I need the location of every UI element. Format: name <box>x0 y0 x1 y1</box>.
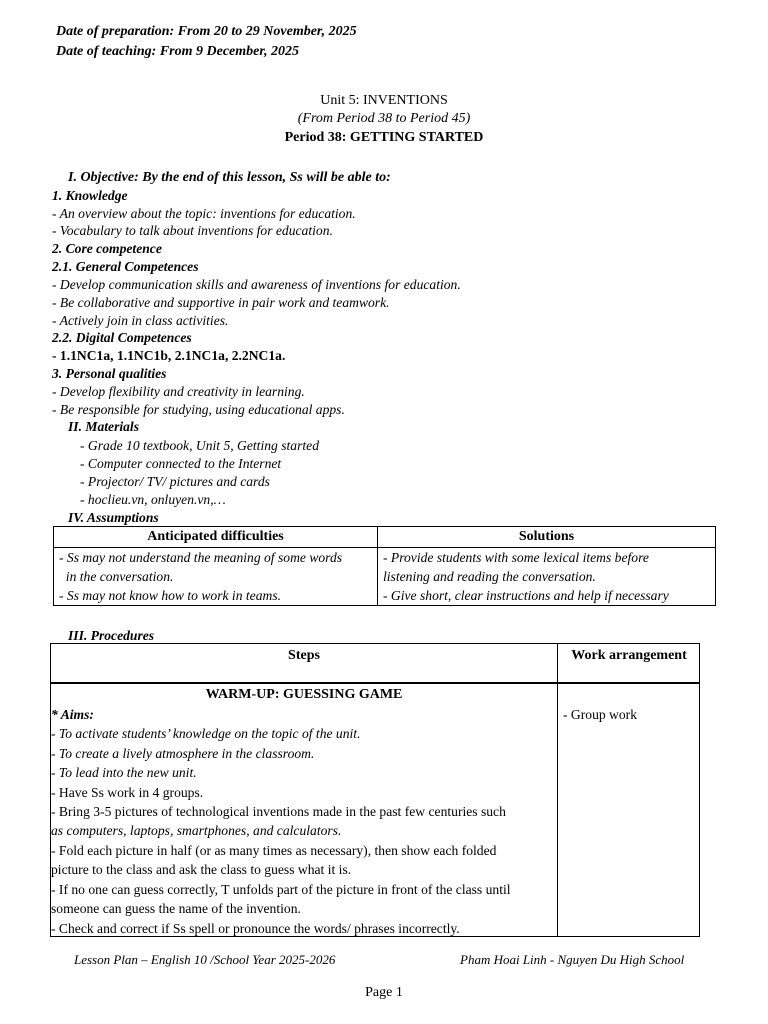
procedures-heading: III. Procedures <box>68 628 155 643</box>
material-item: - Computer connected to the Internet <box>80 456 282 471</box>
steps-header: Steps <box>288 648 320 663</box>
material-item: - Grade 10 textbook, Unit 5, Getting started <box>80 438 319 453</box>
step-line <box>51 821 341 841</box>
step-line: - Bring 3-5 pictures of technological inventions made in the past few centuries such <box>51 804 506 819</box>
solutions-header: Solutions <box>518 529 575 544</box>
assumptions-table <box>53 526 716 606</box>
warmup-title: WARM-UP: GUESSING GAME <box>205 687 403 702</box>
knowledge-item: - Vocabulary to talk about inventions for education. <box>52 223 333 238</box>
general-competence-item: - Be collaborative and supportive in pair work and teamwork. <box>52 295 390 310</box>
digital-competence-codes: - 1.1NC1a, 1.1NC1b, 2.1NC1a, 2.2NC1a. <box>52 348 286 363</box>
digital-competences-heading: 2.2. Digital Competences <box>52 330 192 345</box>
work-arrangement-value: - Group work <box>563 707 637 722</box>
difficulty-line: in the conversation. <box>59 569 174 584</box>
difficulties-header: Anticipated difficulties <box>147 529 284 544</box>
solution-line: - Provide students with some lexical items before <box>383 550 649 565</box>
period-range: (From Period 38 to Period 45) <box>297 111 471 126</box>
solution-line: - Give short, clear instructions and help if necessary <box>383 588 669 603</box>
solution-line: listening and reading the conversation. <box>383 569 596 584</box>
difficulty-line: - Ss may not understand the meaning of some words <box>59 550 343 565</box>
solutions-cell <box>383 548 669 605</box>
aim-item: - To create a lively atmosphere in the classroom. <box>51 746 315 761</box>
knowledge-item: - An overview about the topic: inventions for education. <box>52 206 356 221</box>
step-line: - Have Ss work in 4 groups. <box>51 785 204 800</box>
general-competences-heading: 2.1. General Competences <box>52 259 199 274</box>
footer-left: Lesson Plan – English 10 /School Year 2025-2026 <box>74 952 336 967</box>
material-item: - Projector/ TV/ pictures and cards <box>80 474 270 489</box>
step-line: - If no one can guess correctly, T unfolds part of the picture in front of the class until <box>51 882 511 897</box>
work-arrangement-header: Work arrangement <box>571 648 687 663</box>
unit-title: Unit 5: INVENTIONS <box>320 93 448 108</box>
teaching-date: Date of teaching: From 9 December, 2025 <box>56 44 300 59</box>
aims-label: * Aims: <box>51 707 94 722</box>
step-line: picture to the class and ask the class to guess what it is. <box>51 862 352 877</box>
general-competence-item: - Actively join in class activities. <box>52 313 229 328</box>
page-number: Page 1 <box>365 985 403 1000</box>
knowledge-heading: 1. Knowledge <box>52 188 128 203</box>
step-line: - Check and correct if Ss spell or pronounce the words/ phrases incorrectly. <box>51 921 460 936</box>
materials-heading: II. Materials <box>68 419 140 434</box>
footer-right: Pham Hoai Linh - Nguyen Du High School <box>460 952 685 967</box>
step-line: someone can guess the name of the invention. <box>51 901 301 916</box>
preparation-date: Date of preparation: From 20 to 29 November, 2025 <box>56 24 357 39</box>
step-line: - Fold each picture in half (or as many times as necessary), then show each folded <box>51 843 497 858</box>
personal-quality-item: - Develop flexibility and creativity in learning. <box>52 384 305 399</box>
step-line-text: as computers, laptops, smartphones, and calculators. <box>51 823 342 838</box>
procedures-table <box>50 643 700 937</box>
general-competence-item: - Develop communication skills and awareness of inventions for education. <box>52 277 461 292</box>
aim-item: - To lead into the new unit. <box>51 765 197 780</box>
assumptions-heading: IV. Assumptions <box>68 510 159 525</box>
personal-quality-item: - Be responsible for studying, using educational apps. <box>52 402 345 417</box>
core-competence-heading: 2. Core competence <box>52 241 162 256</box>
objective-heading: I. Objective: By the end of this lesson, Ss will be able to: <box>68 170 391 185</box>
difficulty-line: - Ss may not know how to work in teams. <box>59 588 282 603</box>
period-title: Period 38: GETTING STARTED <box>284 130 484 145</box>
personal-qualities-heading: 3. Personal qualities <box>52 366 167 381</box>
aim-item: - To activate students’ knowledge on the topic of the unit. <box>51 726 361 741</box>
material-item: - hoclieu.vn, onluyen.vn,… <box>80 492 226 507</box>
difficulties-cell <box>59 548 342 605</box>
